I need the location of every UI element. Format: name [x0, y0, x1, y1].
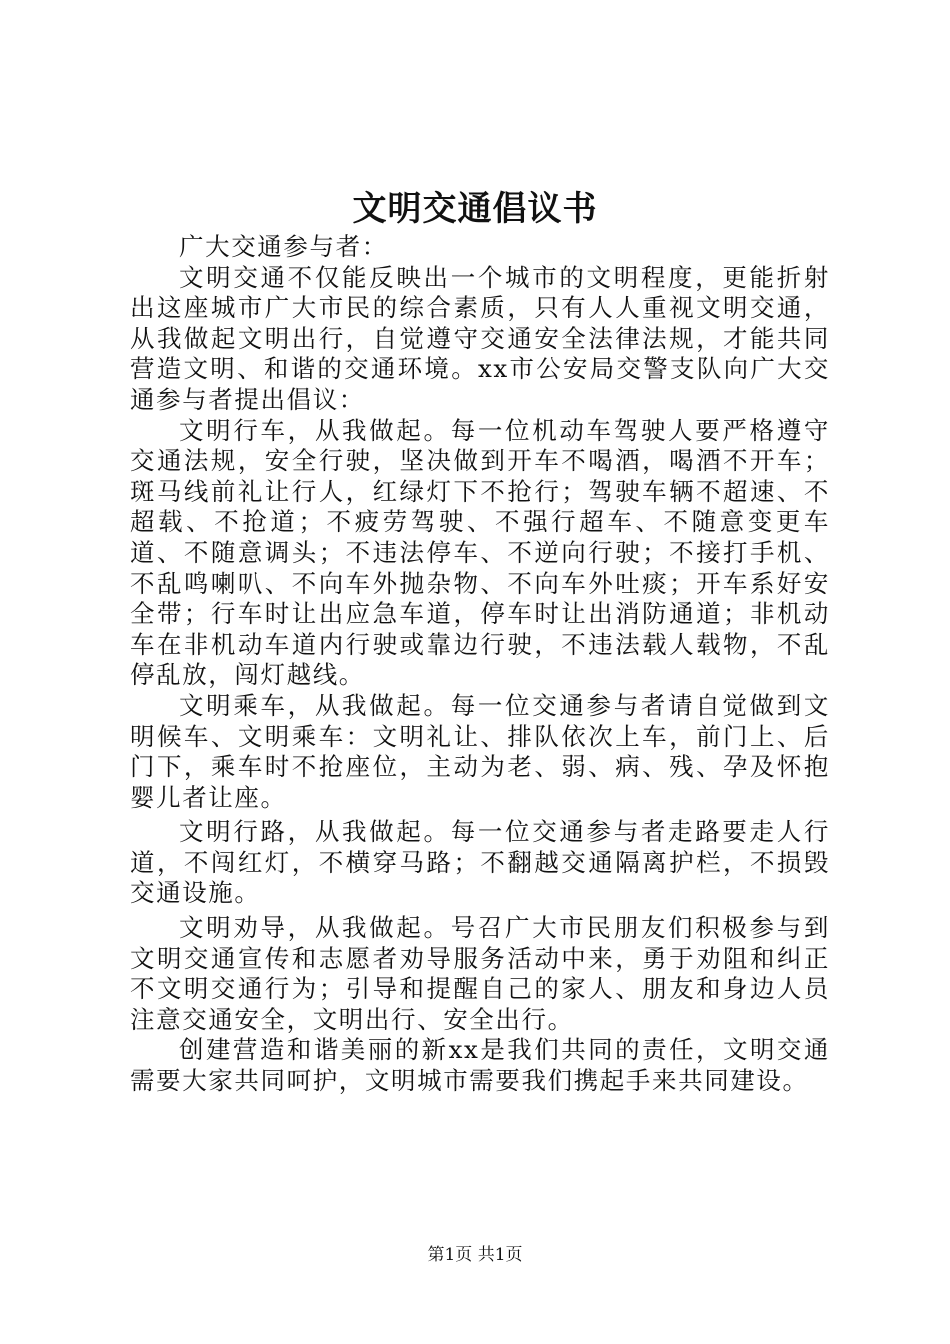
paragraph-closing: 创建营造和谐美丽的新xx是我们共同的责任，文明交通需要大家共同呵护，文明城市需要我们携起手来共同建设。 [130, 1035, 830, 1096]
salutation: 广大交通参与者： [179, 232, 388, 261]
page-number-footer: 第1页 共1页 [427, 1245, 523, 1265]
paragraph-intro: 文明交通不仅能反映出一个城市的文明程度，更能折射出这座城市广大市民的综合素质，只有人人重视文明交通，从我做起文明出行，自觉遵守交通安全法律法规，才能共同营造文明、和谐的交通环境。xx市公安局交警支队向广大交通参与者提出倡议： [130, 262, 830, 414]
document-title: 文明交通倡议书 [352, 189, 598, 229]
paragraph-riding: 文明乘车，从我做起。每一位交通参与者请自觉做到文明候车、文明乘车：文明礼让、排队依次上车，前门上、后门下，乘车时不抢座位，主动为老、弱、病、残、孕及怀抱婴儿者让座。 [130, 690, 830, 812]
paragraph-walking: 文明行路，从我做起。每一位交通参与者走路要走人行道，不闯红灯，不横穿马路；不翻越交通隔离护栏，不损毁交通设施。 [130, 817, 830, 908]
paragraph-driving: 文明行车，从我做起。每一位机动车驾驶人要严格遵守交通法规，安全行驶，坚决做到开车不喝酒，喝酒不开车；斑马线前礼让行人，红绿灯下不抢行；驾驶车辆不超速、不超载、不抢道；不疲劳驾驶、不强行超车、不随意变更车道、不随意调头；不违法停车、不逆向行驶；不接打手机、不乱鸣喇叭、不向车外抛杂物、不向车外吐痰；开车系好安全带；行车时让出应急车道，停车时让出消防通道；非机动车在非机动车道内行驶或靠边行驶，不违法载人载物，不乱停乱放，闯灯越线。 [130, 415, 830, 690]
document-body [130, 232, 830, 1097]
paragraph-persuasion: 文明劝导，从我做起。号召广大市民朋友们积极参与到文明交通宣传和志愿者劝导服务活动中来，勇于劝阻和纠正不文明交通行为；引导和提醒自己的家人、朋友和身边人员注意交通安全，文明出行、安全出行。 [130, 913, 830, 1034]
